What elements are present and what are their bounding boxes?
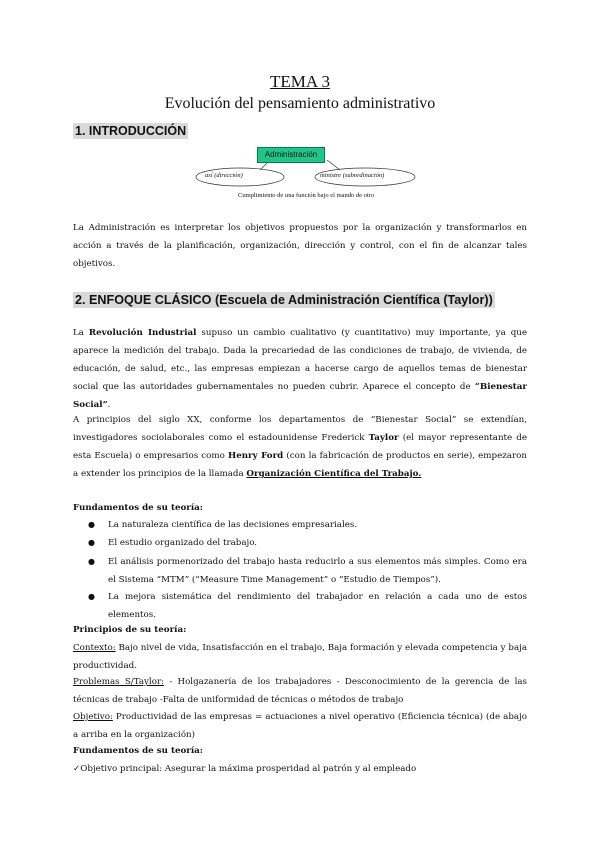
bullet-icon: ● bbox=[88, 557, 95, 566]
term-revolucion-industrial: Revolución Industrial bbox=[88, 328, 197, 338]
section-heading-enfoque-clasico: 2. ENFOQUE CLÁSICO (Escuela de Administración Científica (Taylor)) bbox=[75, 293, 493, 307]
right-connector bbox=[327, 160, 340, 170]
list-item: La naturaleza científica de las decisiones empresariales. bbox=[108, 520, 358, 530]
page-subtitle: Evolución del pensamiento administrativo bbox=[164, 95, 436, 112]
bullet-icon: ● bbox=[88, 592, 95, 601]
principios-heading: Principios de su teoría: bbox=[73, 625, 187, 635]
diagram-caption: Cumplimiento de una función bajo el mando de otro bbox=[238, 192, 375, 199]
fundamentos-heading-2: Fundamentos de su teoría: bbox=[73, 746, 204, 756]
paragraph-revolucion: La Revolución Industrial supuso un cambio cualitativo (y cuantitativo) muy importante, ya que aparece la medición del trabajo. Dada la precariedad de las condiciones de trabajo, de vivienda, de educación, de salud, etc., las empresas empiezan a hacerse cargo de aquellos temas de bienestar social que las autoridades gubernamentales no pueden cubrir. Aparece el concepto de “Bienestar Social”. bbox=[73, 328, 527, 410]
list-item: La mejora sistemática del rendimiento del trabajador en relación a cada uno de estos elementos. bbox=[108, 592, 527, 620]
checkmark-icon: ✓ bbox=[73, 764, 81, 774]
intro-paragraph: La Administración es interpretar los objetivos propuestos por la organización y transformarlos en acción a través de la planificación, organización, dirección y control, con el fin de alcanzar tales objetivos. bbox=[73, 223, 527, 269]
objetivo-paragraph: Objetivo: Productividad de las empresas = actuaciones a nivel operativo (Eficiencia técnica) (de abajo a arriba en la organización) bbox=[73, 712, 527, 740]
diagram-left-label: así (dirección) bbox=[205, 172, 243, 179]
term-organizacion-cientifica: Organización Científica del Trabajo. bbox=[246, 469, 422, 479]
objetivo-label: Objetivo: bbox=[73, 712, 113, 722]
fundamentos-heading: Fundamentos de su teoría: bbox=[73, 503, 204, 513]
diagram-right-label: ministre (subordinación) bbox=[320, 172, 385, 179]
section-heading-introduccion: 1. INTRODUCCIÓN bbox=[75, 124, 187, 138]
objetivo-principal-line: ✓Objetivo principal: Asegurar la máxima prosperidad al patrón y al empleado bbox=[73, 764, 417, 774]
bullet-icon: ● bbox=[88, 520, 95, 529]
bullet-icon: ● bbox=[88, 538, 95, 547]
contexto-paragraph: Contexto: Bajo nivel de vida, Insatisfacción en el trabajo, Baja formación y elevada competencia y baja productividad. bbox=[73, 643, 527, 671]
list-item: El estudio organizado del trabajo. bbox=[108, 538, 258, 548]
page-title: TEMA 3 bbox=[270, 72, 330, 91]
term-bienestar-social: “Bienestar Social” bbox=[73, 382, 527, 410]
contexto-label: Contexto: bbox=[73, 643, 116, 653]
term-taylor: Taylor bbox=[368, 433, 399, 443]
list-item: El análisis pormenorizado del trabajo hasta reducirlo a sus elementos más simples. Como era el Sistema “MTM” (“Measure Time Management” o “Estudio de Tiempos”). bbox=[108, 557, 527, 585]
paragraph-taylor: A principios del siglo XX, conforme los departamentos de “Bienestar Social” se extendían, investigadores sociolaborales como el estadounidense Frederick Taylor (el mayor representante de esta Escuela) o empresarios como Henry Ford (con la fabricación de productos en serie), empezaron a extender los principios de la llamada Organización Científica del Trabajo. bbox=[73, 415, 527, 479]
problemas-paragraph: Problemas S/Taylor: - Holgazanería de los trabajadores - Desconocimiento de la gerencia de las técnicas de trabajo -Falta de uniformidad de técnicas o métodos de trabajo bbox=[73, 677, 527, 705]
term-henry-ford: Henry Ford bbox=[228, 451, 284, 461]
diagram-center-box: Administración bbox=[257, 147, 325, 163]
problemas-label: Problemas S/Taylor: bbox=[73, 677, 165, 687]
